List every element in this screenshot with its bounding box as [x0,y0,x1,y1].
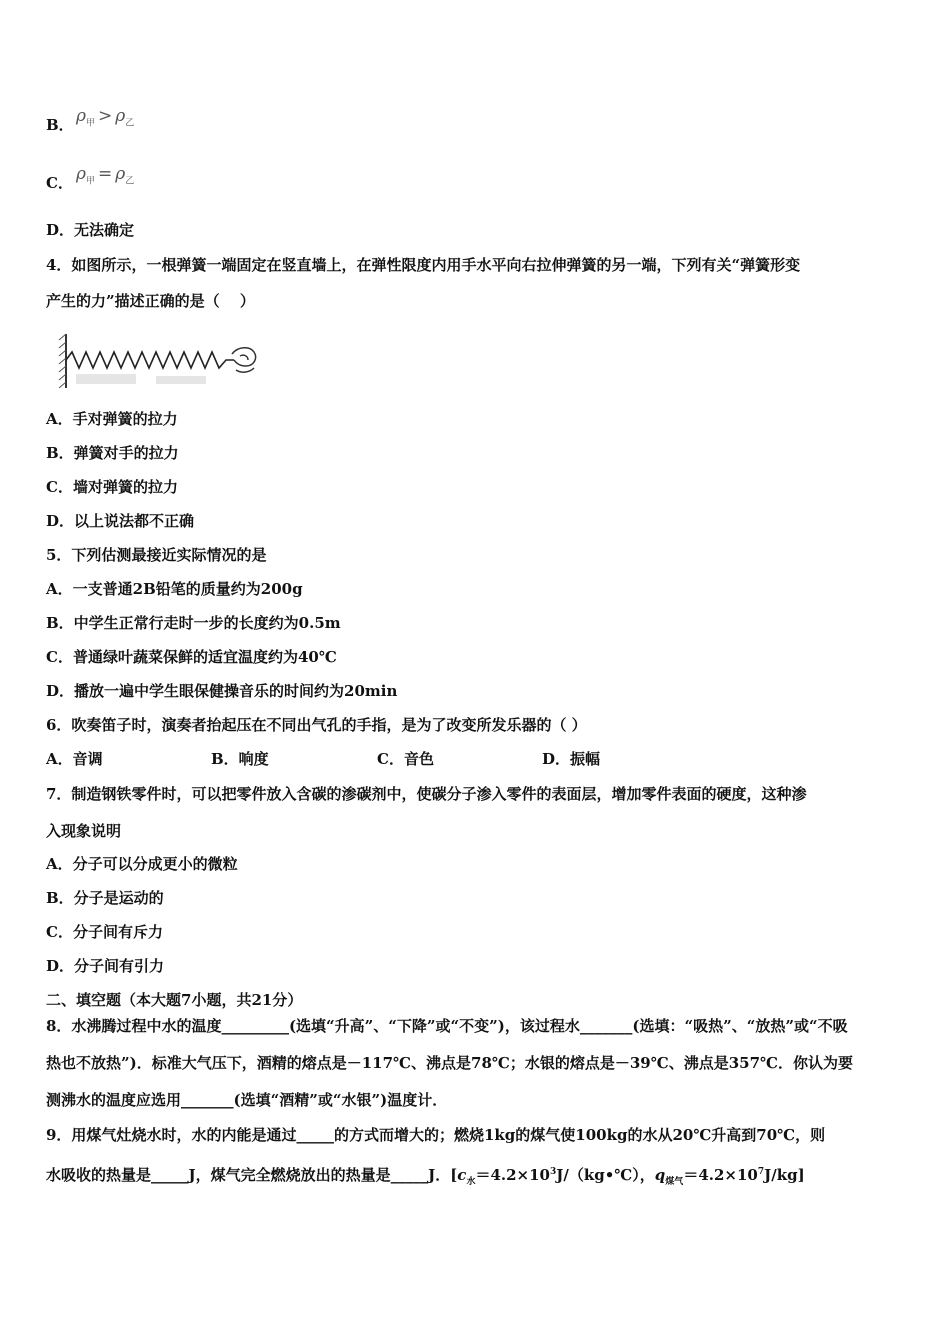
hand-icon [232,348,256,372]
q7-option-b: B．分子是运动的 [46,889,164,907]
c-exponent: 3 [550,1167,557,1177]
q5-option-b: B．中学生正常行走时一步的长度约为0.5m [46,614,341,632]
q-value: ＝4.2×10 [683,1166,758,1184]
q4-stem-line1: 4．如图所示，一根弹簧一端固定在竖直墙上，在弹性限度内用手水平向右拉伸弹簧的另一端，下列有关“弹簧形变 [46,256,801,274]
q4-option-a: A．手对弹簧的拉力 [46,410,178,428]
q6-option-b: B．响度 [211,750,269,768]
q5-option-a: A．一支普通2B铅笔的质量约为200g [46,580,303,598]
q7-stem-line2: 入现象说明 [46,822,122,840]
q8-line2: 热也不放热”)．标准大气压下，酒精的熔点是－117℃、沸点是78℃；水银的熔点是－39℃、沸点是357℃．你认为要 [46,1054,853,1072]
q3-option-b-label: B． [46,116,74,134]
q5-option-d: D．播放一遍中学生眼保健操音乐的时间约为20min [46,682,398,700]
q5-option-c: C．普通绿叶蔬菜保鲜的适宜温度约为40℃ [46,648,337,666]
c-subscript: 水 [466,1177,476,1187]
q4-option-d: D．以上说法都不正确 [46,512,195,530]
q9-line2 [46,1162,805,1192]
q-symbol: q [654,1166,666,1184]
q4-option-c: C．墙对弹簧的拉力 [46,478,178,496]
spring-coil [66,352,234,368]
q3-option-d: D．无法确定 [46,221,135,239]
q9-line1: 9．用煤气灶烧水时，水的内能是通过_____的方式而增大的；燃烧1kg的煤气使100kg的水从20℃升高到70℃，则 [46,1126,826,1144]
q4-option-b: B．弹簧对手的拉力 [46,444,179,462]
equals-operator: = [98,164,113,184]
q3-option-c-label: C． [46,174,73,192]
c-unit: J/（kg•℃）， [556,1166,655,1184]
figure-shadow-noise [76,374,206,384]
q6-option-c: C．音色 [377,750,434,768]
spring-wall-hand-figure [56,330,261,392]
q6-stem: 6．吹奏笛子时，演奏者抬起压在不同出气孔的手指，是为了改变所发乐器的（ ） [46,716,587,734]
q5-stem: 5．下列估测最接近实际情况的是 [46,546,267,564]
c-symbol: c [457,1166,467,1184]
q8-line1: 8．水沸腾过程中水的温度_________(选填“升高”、“下降”或“不变”)，该过程水_______(选填：“吸热”、“放热”或“不吸 [46,1017,848,1035]
q3-option-b-formula [76,106,134,128]
rho-symbol: ρ [115,164,126,184]
wall-hatching [59,334,66,388]
q9-line2-text: 水吸收的热量是_____J，煤气完全燃烧放出的热量是_____J．[ [46,1166,458,1184]
c-value: ＝4.2×10 [475,1166,550,1184]
q8-line3: 测沸水的温度应选用_______(选填“酒精”或“水银”)温度计． [46,1091,448,1109]
q7-option-c: C．分子间有斥力 [46,923,163,941]
section-title-fill-in: 二、填空题（本大题7小题，共21分） [46,991,303,1009]
rho-symbol: ρ [76,106,86,126]
q-unit: J/kg] [764,1166,805,1184]
q7-stem-line1: 7．制造钢铁零件时，可以把零件放入含碳的渗碳剂中，使碳分子渗入零件的表面层，增加零件表面的硬度，这种渗 [46,785,807,803]
q6-option-a: A．音调 [46,750,103,768]
q-subscript: 煤气 [665,1177,684,1187]
q3-option-c-formula [76,164,134,186]
rho-sub-jia: 甲 [86,176,96,187]
rho-sub-yi: 乙 [125,118,135,129]
q6-option-d: D．振幅 [542,750,601,768]
q6-options-row [46,749,746,769]
rho-symbol: ρ [115,106,126,126]
rho-symbol: ρ [76,164,86,184]
q7-option-a: A．分子可以分成更小的微粒 [46,855,238,873]
q4-stem-line2: 产生的力”描述正确的是（ ） [46,292,255,310]
rho-sub-jia: 甲 [86,118,96,129]
greater-than-operator: > [98,106,113,126]
rho-sub-yi: 乙 [125,176,135,187]
q-exponent: 7 [757,1167,765,1177]
q7-option-d: D．分子间有引力 [46,957,165,975]
